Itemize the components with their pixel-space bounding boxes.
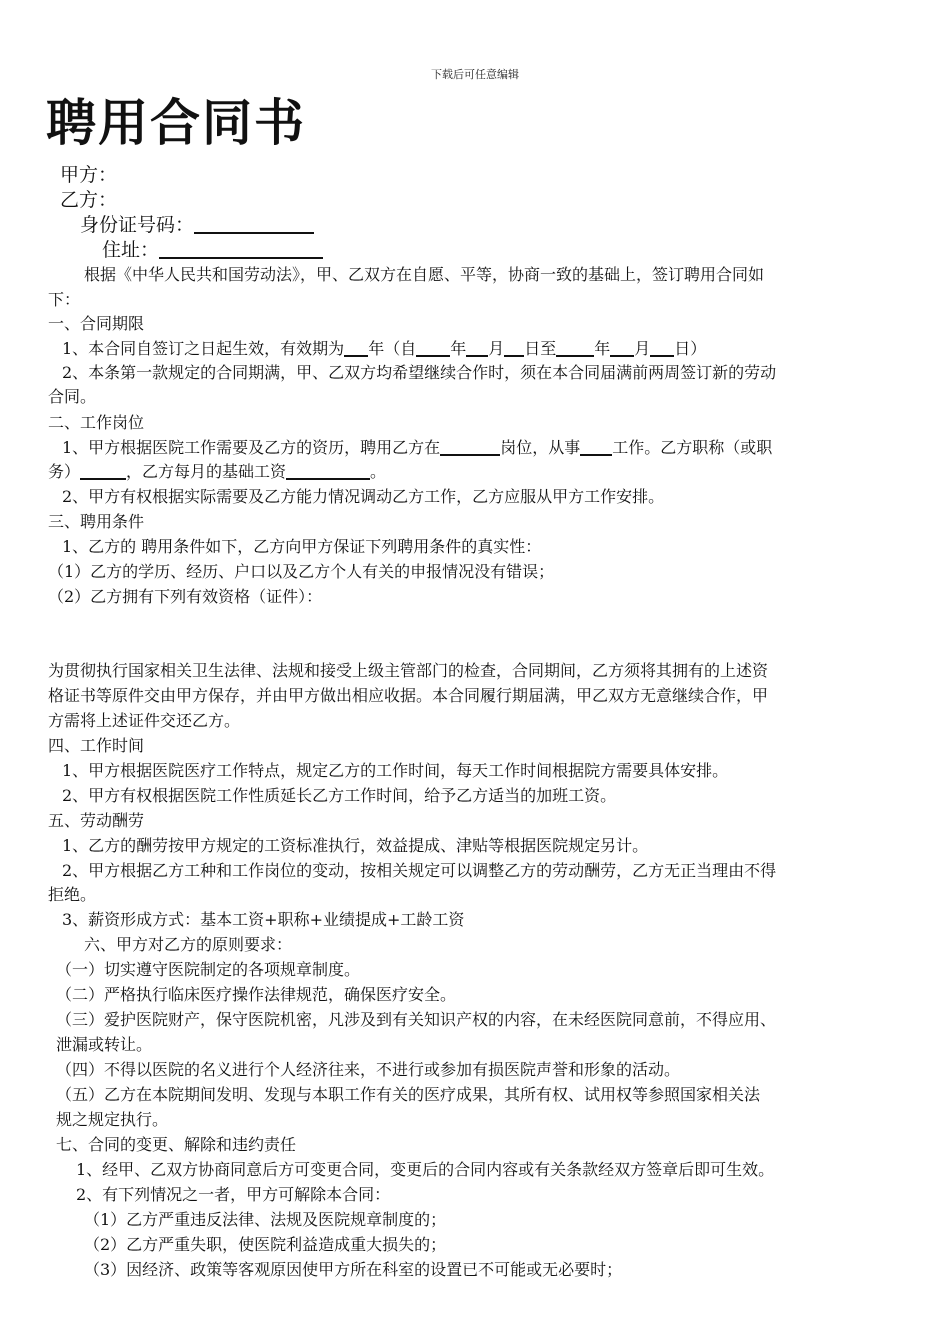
clause-text: 1、甲方根据医院工作需要及乙方的资历，聘用乙方在 [62,438,441,457]
party-a-label: 甲方： [60,164,118,186]
id-number-line [80,212,314,238]
section-1-heading: 一、合同期限 [48,314,145,333]
address-label: 住址： [102,239,160,261]
clause-3-para-line-2: 格证书等原件交由甲方保存，并由甲方做出相应收据。本合同履行期届满，甲乙双方无意继续合作，甲 [48,686,769,705]
years-blank [344,339,368,357]
position-blank [440,438,500,456]
intro-line-1: 根据《中华人民共和国劳动法》，甲、乙双方在自愿、平等，协商一致的基础上，签订聘用合同如 [84,265,765,284]
clause-text: 年（自 [368,339,417,358]
clause-6-5-line-2: 规之规定执行。 [56,1110,169,1129]
clause-1-2-line-1: 2、本条第一款规定的合同期满，甲、乙双方均希望继续合作时，须在本合同届满前两周签订新的劳动 [62,363,777,382]
clause-text: 年 [450,339,467,358]
clause-text: 。 [370,462,387,481]
clause-6-4: （四）不得以医院的名义进行个人经济往来，不进行或参加有损医院声誉和形象的活动。 [56,1060,681,1079]
address-line [102,237,323,263]
clause-2-1-line-1 [62,437,772,459]
clause-4-1: 1、甲方根据医院医疗工作特点，规定乙方的工作时间，每天工作时间根据院方需要具体安排。 [62,761,729,780]
end-month-blank [610,339,634,357]
clause-7-1: 1、经甲、乙双方协商同意后方可变更合同，变更后的合同内容或有关条款经双方签章后即可生效。 [76,1160,775,1179]
section-3-heading: 三、聘用条件 [48,512,145,531]
clause-text: 月 [634,339,651,358]
salary-blank [286,462,370,480]
clause-7-2: 2、有下列情况之一者，甲方可解除本合同： [76,1185,391,1204]
clause-3-1: 1、乙方的 聘用条件如下，乙方向甲方保证下列聘用条件的真实性： [62,537,542,556]
clause-2-1-line-2 [48,461,386,483]
clause-text: 年 [594,339,611,358]
clause-1-2-line-2: 合同。 [48,387,97,406]
start-day-blank [504,339,524,357]
title-blank [80,462,126,480]
clause-text: 日） [674,339,707,358]
clause-text: ，乙方每月的基础工资 [126,462,287,481]
party-b-label: 乙方： [60,189,118,211]
clause-7-2-2: （2）乙方严重失职，使医院利益造成重大损失的； [84,1235,447,1254]
clause-6-5-line-1: （五）乙方在本院期间发明、发现与本职工作有关的医疗成果，其所有权、试用权等参照国家相关法 [56,1085,761,1104]
clause-text: 1、本合同自签订之日起生效，有效期为 [62,339,345,358]
clause-5-2-line-2: 拒绝。 [48,885,97,904]
clause-6-3-line-1: （三）爱护医院财产，保守医院机密，凡涉及到有关知识产权的内容，在未经医院同意前，不得应用、 [56,1010,777,1029]
end-year-blank [556,339,594,357]
end-day-blank [650,339,674,357]
clause-text: 月 [488,339,505,358]
clause-text: 工作。乙方职称（或职 [612,438,773,457]
clause-3-para-line-3: 方需将上述证件交还乙方。 [48,711,241,730]
start-year-blank [416,339,450,357]
clause-7-2-1: （1）乙方严重违反法律、法规及医院规章制度的； [84,1210,447,1229]
clause-6-1: （一）切实遵守医院制定的各项规章制度。 [56,960,361,979]
clause-4-2: 2、甲方有权根据医院工作性质延长乙方工作时间，给予乙方适当的加班工资。 [62,786,617,805]
clause-6-3-line-2: 泄漏或转让。 [56,1035,153,1054]
clause-5-1: 1、乙方的酬劳按甲方规定的工资标准执行，效益提成、津贴等根据医院规定另计。 [62,836,649,855]
clause-text: 日至 [524,339,557,358]
clause-7-2-3: （3）因经济、政策等客观原因使甲方所在科室的设置已不可能或无必要时； [84,1260,623,1279]
clause-1-1 [62,338,706,360]
section-6-heading: 六、甲方对乙方的原则要求： [84,935,293,954]
intro-line-2: 下： [48,290,81,309]
clause-6-2: （二）严格执行临床医疗操作法律规范，确保医疗安全。 [56,985,457,1004]
work-blank [580,438,612,456]
clause-3-1-1: （1）乙方的学历、经历、户口以及乙方个人有关的申报情况没有错误； [48,562,555,581]
section-2-heading: 二、工作岗位 [48,413,145,432]
section-7-heading: 七、合同的变更、解除和违约责任 [56,1135,297,1154]
address-blank [159,241,323,259]
id-number-label: 身份证号码： [80,214,195,236]
clause-5-3: 3、薪资形成方式：基本工资+职称+业绩提成+工龄工资 [62,910,465,929]
clause-text: 岗位，从事 [500,438,581,457]
clause-3-1-2: （2）乙方拥有下列有效资格（证件）： [48,587,323,606]
document-title: 聘用合同书 [46,94,306,152]
clause-5-2-line-1: 2、甲方根据乙方工种和工作岗位的变动，按相关规定可以调整乙方的劳动酬劳，乙方无正当理由不得 [62,861,777,880]
header-note: 下载后可任意编辑 [431,68,519,81]
clause-2-2: 2、甲方有权根据实际需要及乙方能力情况调动乙方工作，乙方应服从甲方工作安排。 [62,487,665,506]
section-4-heading: 四、工作时间 [48,736,145,755]
clause-3-para-line-1: 为贯彻执行国家相关卫生法律、法规和接受上级主管部门的检查，合同期间，乙方须将其拥有的上述资 [48,661,769,680]
section-5-heading: 五、劳动酬劳 [48,811,145,830]
clause-text: 务） [48,462,81,481]
start-month-blank [466,339,488,357]
id-number-blank [194,216,314,234]
